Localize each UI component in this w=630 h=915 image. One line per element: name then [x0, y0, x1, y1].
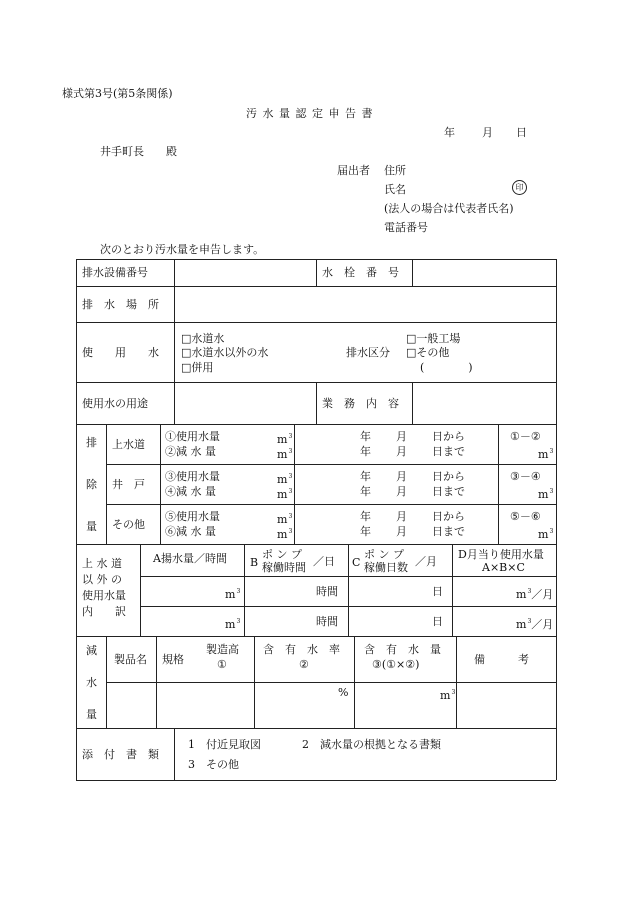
applicant-label: 届出者: [337, 164, 370, 177]
col-d-line1: D月当り使用水量: [458, 548, 544, 561]
content-amount-field[interactable]: [355, 700, 456, 728]
item-reduction: ⑥減 水 量: [165, 525, 216, 538]
attachments-label: 添 付 書 類: [82, 748, 159, 761]
calc-label: ⑤－⑥: [510, 510, 541, 523]
attachment-2: 2 減水量の根拠となる書類: [302, 738, 441, 751]
unit-m3: $m^3$: [277, 488, 293, 501]
option-other[interactable]: □その他: [406, 346, 450, 359]
breakdown-label-2: 以 外 の: [82, 573, 122, 586]
attachment-1: 1 付近見取図: [188, 738, 261, 751]
year-label: 年: [360, 430, 371, 443]
until-label: 日まで: [432, 525, 465, 538]
drain-facility-no-field[interactable]: [175, 260, 316, 286]
hours-label: 時間: [316, 585, 338, 598]
drain-place-field[interactable]: [175, 287, 556, 322]
exclusion-char-2: 除: [86, 478, 97, 491]
breakdown-label-1: 上 水 道: [82, 557, 122, 570]
date-month: 月: [482, 126, 493, 139]
address-label: 住所: [384, 164, 406, 177]
content-rate-num: ②: [299, 658, 309, 671]
col-b-line1: ポ ン プ: [262, 548, 302, 561]
unit-m3: $m^3$: [538, 488, 554, 501]
other-paren-field[interactable]: ( ): [420, 361, 473, 374]
reduction-char-2: 水: [86, 676, 97, 689]
date-year: 年: [444, 126, 455, 139]
drain-class-label: 排水区分: [346, 346, 390, 359]
product-header: 製品名: [114, 653, 147, 666]
remarks-field[interactable]: [457, 683, 556, 728]
item-usage: ①使用水量: [165, 430, 220, 443]
reduction-char-1: 減: [86, 644, 97, 657]
year-label: 年: [360, 510, 371, 523]
seal-mark: [512, 180, 527, 195]
date-day: 日: [516, 126, 527, 139]
month-label: 月: [396, 445, 407, 458]
days-label: 日: [432, 615, 443, 628]
production-num: ①: [217, 658, 227, 671]
corporate-note: (法人の場合は代表者氏名): [384, 202, 514, 215]
percent-unit: %: [338, 686, 349, 699]
until-label: 日まで: [432, 485, 465, 498]
exclusion-char-1: 排: [86, 436, 97, 449]
content-rate-field[interactable]: [255, 700, 354, 728]
use-purpose-field[interactable]: [175, 383, 316, 424]
col-c-line1: ポ ン プ: [364, 548, 404, 561]
business-field[interactable]: [413, 383, 556, 424]
unit-m3: $m^3$: [225, 618, 241, 631]
col-c-line2: 稼働日数: [364, 561, 408, 574]
use-water-label: 使 用 水: [82, 346, 159, 359]
attachment-3: 3 その他: [188, 758, 239, 771]
item-reduction: ④減 水 量: [165, 485, 216, 498]
breakdown-label-4: 内 訳: [82, 605, 126, 618]
seal-icon: 印: [512, 180, 527, 195]
content-rate-header: 含 有 水 率: [263, 643, 340, 656]
col-c-suffix: ／月: [415, 555, 437, 568]
option-general-factory[interactable]: □一般工場: [406, 332, 461, 345]
calc-label: ③－④: [510, 470, 541, 483]
from-label: 日から: [432, 510, 465, 523]
from-label: 日から: [432, 430, 465, 443]
calc-label: ①－②: [510, 430, 541, 443]
unit-m3: $m^3$: [277, 448, 293, 461]
use-purpose-label: 使用水の用途: [82, 397, 148, 410]
meter-no-field[interactable]: [413, 260, 556, 286]
intro-text: 次のとおり汚水量を申告します。: [100, 243, 265, 256]
unit-m3: $m^3$: [538, 528, 554, 541]
page-title: 汚 水 量 認 定 申 告 書: [246, 107, 374, 120]
row-label: その他: [112, 518, 145, 531]
content-amount-header: 含 有 水 量: [364, 643, 441, 656]
hours-label: 時間: [316, 615, 338, 628]
row-label: 上水道: [112, 438, 145, 451]
exclusion-char-3: 量: [86, 520, 97, 533]
option-non-tap-water[interactable]: □水道水以外の水: [181, 346, 269, 359]
month-label: 月: [396, 430, 407, 443]
item-usage: ③使用水量: [165, 470, 220, 483]
per-month-unit: $m^3/$月: [516, 588, 554, 601]
col-c-prefix: C: [352, 556, 361, 569]
col-a-header: A揚水量／時間: [153, 552, 227, 565]
month-label: 月: [396, 510, 407, 523]
col-b-prefix: B: [250, 556, 259, 569]
until-label: 日まで: [432, 445, 465, 458]
phone-label: 電話番号: [384, 221, 428, 234]
unit-m3: $m^3$: [277, 528, 293, 541]
meter-no-label: 水 栓 番 号: [322, 266, 399, 279]
drain-facility-no-label: 排水設備番号: [82, 266, 148, 279]
business-label: 業 務 内 容: [322, 397, 399, 410]
production-header: 製造高: [206, 643, 239, 656]
drain-place-label: 排 水 場 所: [82, 298, 159, 311]
month-label: 月: [396, 470, 407, 483]
from-label: 日から: [432, 470, 465, 483]
addressee: 井手町長 殿: [100, 145, 177, 158]
option-tap-water[interactable]: □水道水: [181, 332, 225, 345]
form-number: 様式第3号(第5条関係): [62, 87, 173, 100]
year-label: 年: [360, 470, 371, 483]
col-b-line2: 稼働時間: [262, 561, 306, 574]
spec-header: 規格: [162, 653, 184, 666]
year-label: 年: [360, 445, 371, 458]
unit-m3: $m^3$: [277, 473, 293, 486]
reduction-char-3: 量: [86, 708, 97, 721]
year-label: 年: [360, 485, 371, 498]
remarks-header: 備 考: [474, 653, 529, 666]
month-label: 月: [396, 525, 407, 538]
unit-m3: $m^3$: [538, 448, 554, 461]
unit-m3: $m^3$: [440, 689, 456, 702]
production-field[interactable]: [157, 683, 254, 728]
col-d-line2: A×B×C: [482, 561, 525, 574]
name-label: 氏名: [384, 183, 406, 196]
month-label: 月: [396, 485, 407, 498]
item-reduction: ②減 水 量: [165, 445, 216, 458]
col-b-suffix: ／日: [313, 555, 335, 568]
breakdown-label-3: 使用水量: [82, 589, 126, 602]
item-usage: ⑤使用水量: [165, 510, 220, 523]
days-label: 日: [432, 585, 443, 598]
content-amount-formula: ③(①×②): [372, 658, 420, 671]
product-field[interactable]: [107, 683, 156, 728]
unit-m3: $m^3$: [277, 513, 293, 526]
option-both[interactable]: □併用: [181, 361, 214, 374]
year-label: 年: [360, 525, 371, 538]
unit-m3: $m^3$: [277, 433, 293, 446]
row-label: 井 戸: [112, 478, 145, 491]
unit-m3: $m^3$: [225, 588, 241, 601]
per-month-unit: $m^3/$月: [516, 618, 554, 631]
